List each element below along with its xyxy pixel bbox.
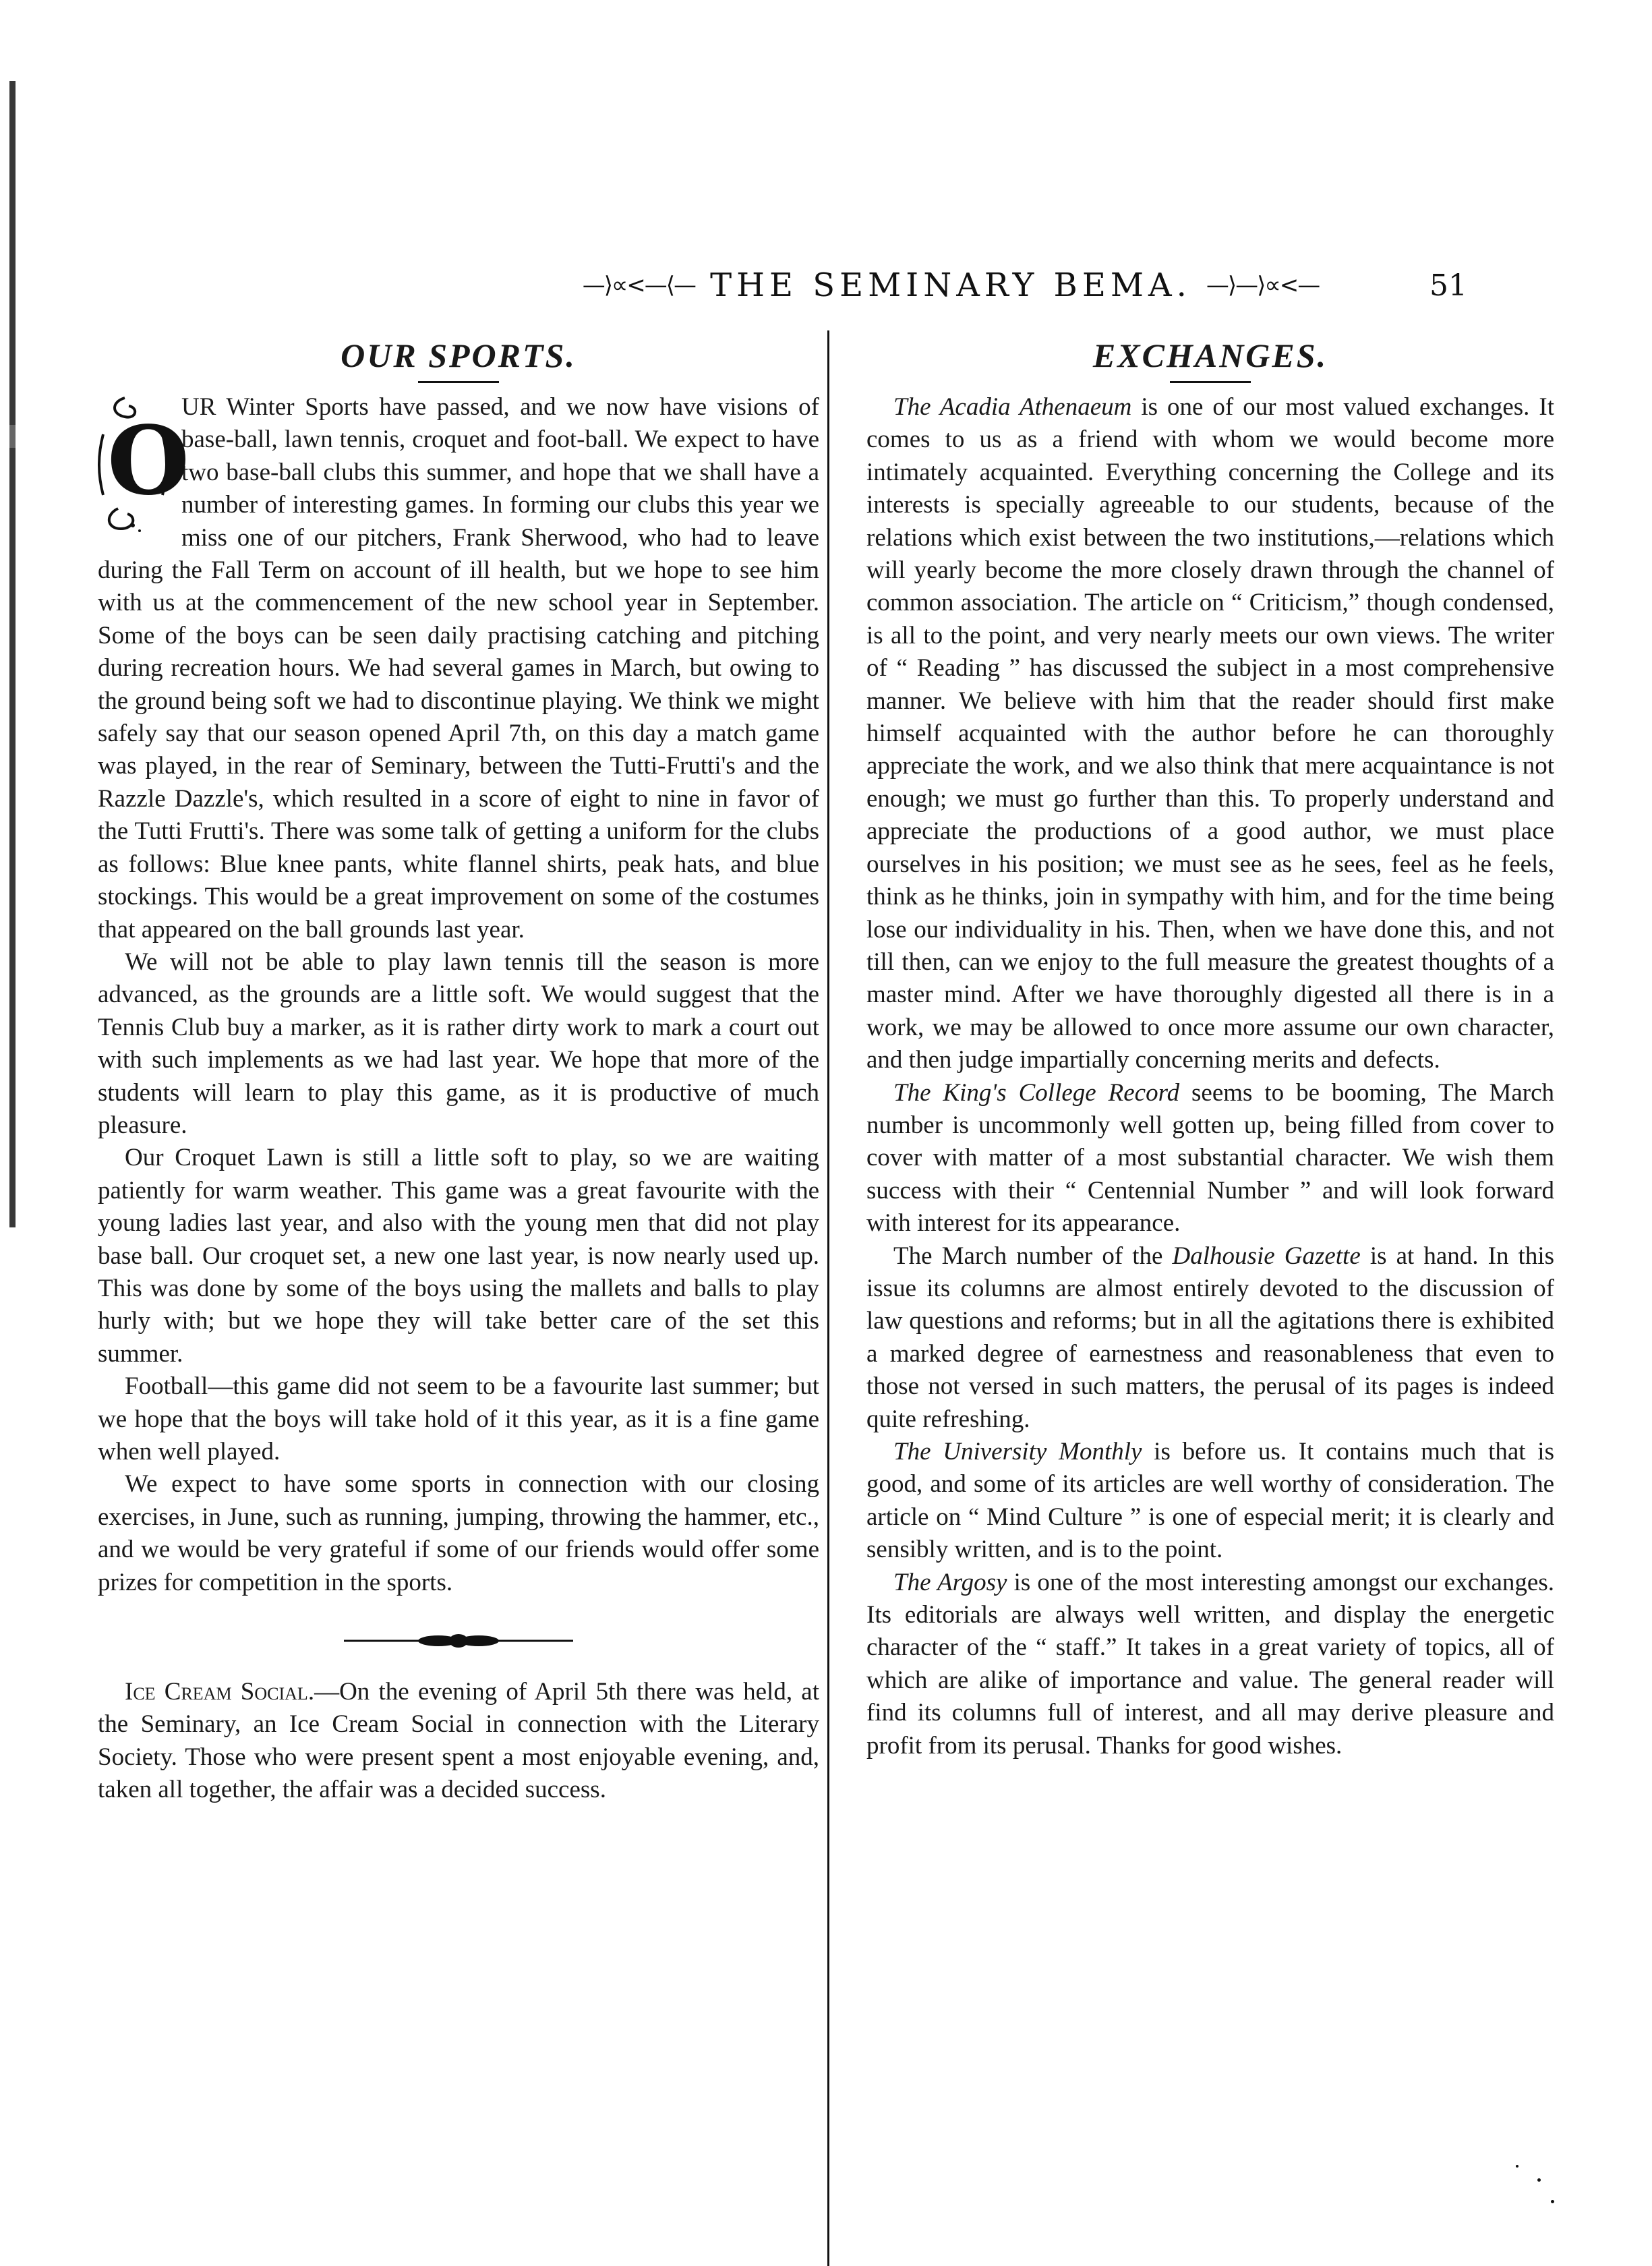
periodical-title: The Argosy bbox=[893, 1568, 1007, 1596]
running-header bbox=[445, 262, 1456, 309]
periodical-title: Dalhousie Gazette bbox=[1172, 1242, 1361, 1270]
exchange-text: is before us. It contains much that is good, and some of its articles are well worthy of consideration. The article on “ Mind Culture ” is one of especial merit; it is clearly and sensibly written, and is to the point. bbox=[866, 1438, 1554, 1564]
exchange-paragraph bbox=[866, 391, 1554, 1077]
periodical-title: The Acadia Athenaeum bbox=[893, 393, 1132, 421]
exchanges-column bbox=[866, 334, 1554, 1762]
ice-cream-social-paragraph bbox=[98, 1676, 819, 1807]
our-sports-body bbox=[98, 391, 819, 1599]
sports-paragraph: Our Croquet Lawn is still a little soft to play, so we are waiting patiently for warm weather. This game was a great favourite with the young ladies last year, and also with the young men that did not play base ball. Our croquet set, a new one last year, is now nearly used up. This was done by some of the boys using the mallets and balls to play hurly with; but we hope they will take better care of the set this summer. bbox=[98, 1144, 819, 1368]
periodical-title: The King's College Record bbox=[893, 1078, 1180, 1107]
exchange-text-pre: The March number of the bbox=[893, 1242, 1173, 1270]
publication-title: THE SEMINARY BEMA. bbox=[710, 266, 1191, 304]
exchange-paragraph bbox=[866, 1436, 1554, 1567]
print-speck bbox=[1516, 2165, 1518, 2168]
sports-paragraph: UR Winter Sports have passed, and we now have visions of base-ball, lawn tennis, croquet and foot-ball. We expect to have two base-ball clubs this summer, and hope that we shall have a number of interesting games. In forming our clubs this year we miss one of our pitchers, Frank Sherwood, who had to leave during the Fall Term on account of ill health, but we hope to see him with us at the commencement of the new school year in September. Some of the boys can be seen daily practising catching and pitching during recreation hours. We had several games in March, but owing to the ground being soft we had to discontinue playing. We think we might safely say that our season opened April 7th, on this day a match game was played, in the rear of Seminary, between the Tutti-Frutti's and the Razzle Dazzle's, which resulted in a score of eight to nine in favor of the Tutti Frutti's. There was some talk of getting a uniform for the clubs as follows: Blue knee pants, white flannel shirts, peak hats, and blue stockings. This would be a great improvement on some of the costumes that appeared on the ball grounds last year. bbox=[98, 393, 819, 943]
print-speck bbox=[1551, 2200, 1554, 2203]
ice-cream-social-text: —On the evening of April 5th there was held, at the Seminary, an Ice Cream Social in connection with the Literary Society. Those who were present spent a most enjoyable evening, and, taken all together, the affair was a decided success. bbox=[98, 1678, 819, 1804]
header-ornament-right: —⟩—⟩∝<— bbox=[1206, 272, 1320, 299]
page-binding-edge bbox=[9, 81, 16, 1227]
sports-paragraph: We will not be able to play lawn tennis till the season is more advanced, as the grounds are a little soft. We would suggest that the Tennis Club buy a marker, as it is rather dirty work to mark a court out with such implements as we had last year. We hope that more of the students will learn to play this game, as it is productive of much pleasure. bbox=[98, 948, 819, 1139]
page-number: 51 bbox=[1429, 268, 1467, 303]
exchange-paragraph bbox=[866, 1240, 1554, 1436]
ice-cream-social-lead: Ice Cream Social. bbox=[125, 1678, 315, 1706]
our-sports-heading: OUR SPORTS. bbox=[341, 337, 577, 374]
heading-rule bbox=[1170, 381, 1251, 383]
exchanges-heading: EXCHANGES. bbox=[1092, 337, 1328, 374]
exchange-text: seems to be booming, The March number is uncommonly well gotten up, being filled from cover to cover with matter of a most substantial character. We wish them success with their “ Centennial Number ” and will look forward with interest for its appearance. bbox=[866, 1078, 1555, 1238]
ornamental-drop-cap bbox=[98, 394, 189, 535]
sports-paragraph: We expect to have some sports in connection with our closing exercises, in June, such as running, jumping, throwing the hammer, etc., and we would be very grateful if some of our friends would offer some prizes for competition in the sports. bbox=[98, 1470, 819, 1596]
our-sports-column bbox=[98, 334, 819, 1807]
exchange-text: is at hand. In this issue its columns are almost entirely devoted to the discussion of law questions and reforms; but in all the agitations there is exhibited a marked degree of earnestness and reasonableness that even to those not versed in such matters, the perusal of its pages is indeed quite refreshing. bbox=[866, 1242, 1555, 1433]
drop-cap-letter: O bbox=[107, 406, 189, 517]
heading-rule bbox=[418, 381, 499, 383]
header-ornament-left: —⟩∝<—⟨— bbox=[582, 272, 696, 299]
separator-ornament-icon bbox=[344, 1633, 573, 1649]
exchange-paragraph bbox=[866, 1567, 1554, 1762]
exchange-text: is one of our most valued exchanges. It comes to us as a friend with whom we would become more intimately acquainted. Everything concerning the College and its interests is specially agreeable to our students, because of the relations which exist between the two institutions,—relations which will yearly become the more closely drawn through the channel of common association. The article on “ Criticism,” though condensed, is all to the point, and very nearly meets our own views. The writer of “ Reading ” has discussed the subject in a most comprehensive manner. We believe with him that the reader should first make himself acquainted with the author before he can thoroughly appreciate the work, and we also think that mere acquaintance is not enough; we must go further than this. To properly understand and appreciate the productions of a good author, we must place ourselves in his position; we must see as he sees, feel as he feels, think as he thinks, join in sympathy with him, and for the time being lose our individuality in his. Then, when we have done this, and not till then, can we enjoy to the full measure the greatest thoughts of a master mind. After we have thoroughly digested all there is in a work, we may be allowed to once more assume our own character, and then judge impartially concerning merits and defects. bbox=[866, 393, 1554, 1074]
column-divider bbox=[827, 330, 829, 2266]
exchange-paragraph bbox=[866, 1077, 1554, 1240]
exchange-text: is one of the most interesting amongst our exchanges. Its editorials are always well written, and display the energetic character of the “ staff.” It takes in a great variety of topics, all of which are alike of importance and value. The general reader will find its columns full of interest, and all may derive pleasure and profit from its perusal. Thanks for good wishes. bbox=[866, 1568, 1554, 1760]
periodical-title: The University Monthly bbox=[893, 1438, 1142, 1465]
section-separator-ornament bbox=[98, 1633, 819, 1649]
print-speck bbox=[1537, 2178, 1541, 2182]
sports-paragraph: Football—this game did not seem to be a favourite last summer; but we hope that the boys will take hold of it this year, as it is a fine game when well played. bbox=[98, 1372, 819, 1465]
